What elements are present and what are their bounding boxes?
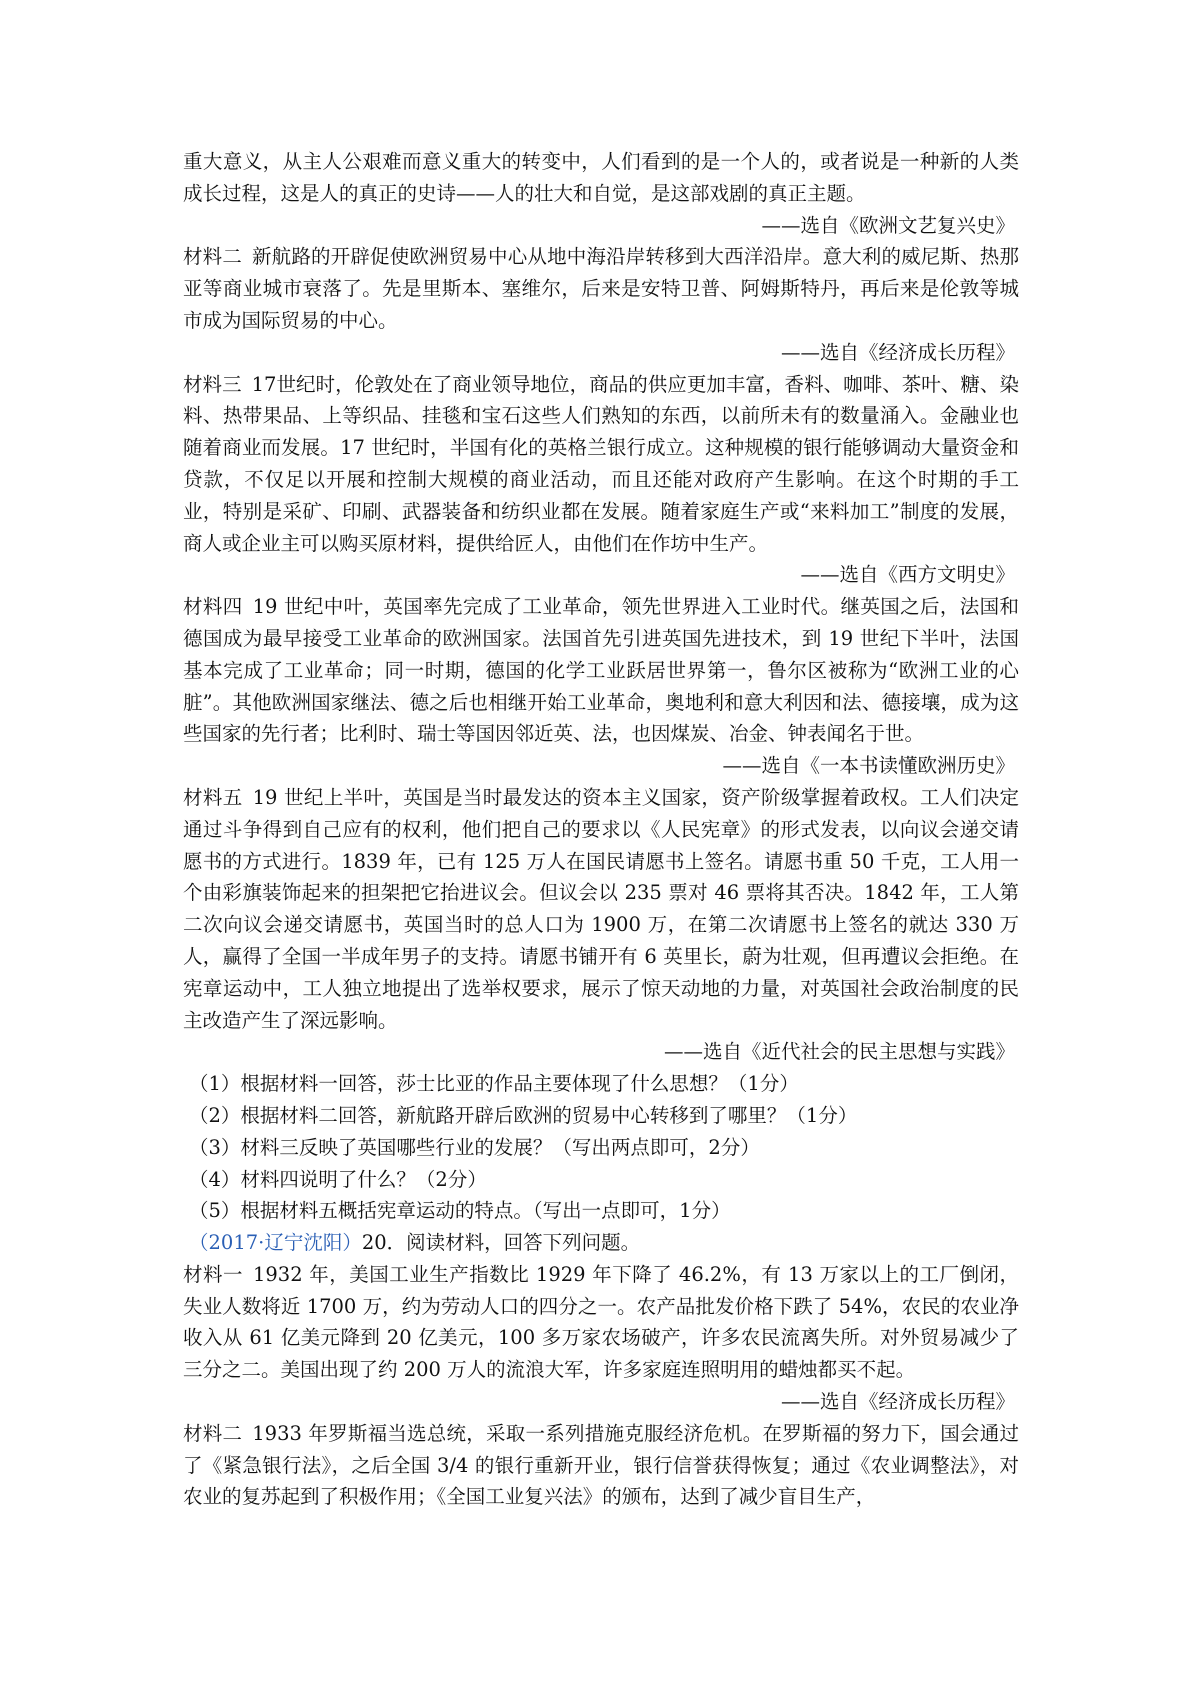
material-text: 19 世纪上半叶，英国是当时最发达的资本主义国家，资产阶级掌握着政权。工人们决定通过斗争得到自己应有的权利，他们把自己的要求以《人民宪章》的形式发表，以向议会递交请愿书的方式进行。1839 年，已有 125 万人在国民请愿书上签名。请愿书重 50 千克，工人用一个由彩旗装饰起来的担架把它抬进议会。但议会以 235 票对 46 票将其否决。1842 年，工人第二次向议会递交请愿书，英国当时的总人口为 1900 万，在第二次请愿书上签名的就达 330 万人，赢得了全国一半成年男子的支持。请愿书铺开有 6 英里长，蔚为壮观，但再遭议会拒绝。在宪章运动中，工人独立地提出了选举权要求，展示了惊天动地的力量，对英国社会政治制度的民主改造产生了深远影响。 (183, 785, 1019, 1032)
material-text: 17世纪时，伦敦处在了商业领导地位，商品的供应更加丰富，香料、咖啡、茶叶、糖、染料、热带果品、上等织品、挂毯和宝石这些人们熟知的东西，以前所未有的数量涌入。金融业也随着商业而发展。17 世纪时，半国有化的英格兰银行成立。这种规模的银行能够调动大量资金和贷款，不仅足以开展和控制大规模的商业活动，而且还能对政府产生影响。在这个时期的手工业，特别是采矿、印刷、武器装备和纺织业都在发展。随着家庭生产或“来料加工”制度的发展，商人或企业主可以购买原材料，提供给匠人，由他们在作坊中生产。 (183, 372, 1019, 555)
document-page (183, 146, 1019, 1513)
material-5 (183, 782, 1019, 1036)
material-label: 材料四 (183, 595, 243, 619)
question-5: （5）根据材料五概括宪章运动的特点。（写出一点即可，1分） (189, 1199, 731, 1223)
q20-material-2 (183, 1418, 1019, 1513)
question-4: （4）材料四说明了什么？（2分） (189, 1167, 487, 1191)
source-line: ——选自《经济成长历程》 (780, 340, 1015, 364)
material-label: 材料二 (183, 1421, 243, 1445)
source-line: ——选自《西方文明史》 (800, 563, 1015, 587)
source-line: ——选自《近代社会的民主思想与实践》 (663, 1040, 1015, 1064)
material-label: 材料二 (183, 245, 243, 269)
material-text: 1932 年，美国工业生产指数比 1929 年下降了 46.2%，有 13 万家以上的工厂倒闭，失业人数将近 1700 万，约为劳动人口的四分之一。农产品批发价格下跌了 54%，农民的农业净收入从 61 亿美元降到 20 亿美元，100 多万家农场破产，许多农民流离失所。对外贸易减少了三分之二。美国出现了约 200 万人的流浪大军，许多家庭连照明用的蜡烛都买不起。 (183, 1262, 1019, 1382)
question-2: （2）根据材料二回答，新航路开辟后欧洲的贸易中心转移到了哪里？（1分） (189, 1103, 858, 1127)
question-3: （3）材料三反映了英国哪些行业的发展？（写出两点即可，2分） (189, 1135, 760, 1159)
exam-source-tag: （2017·辽宁沈阳） (189, 1231, 362, 1255)
question-20-heading (183, 1227, 1019, 1259)
material-label: 材料三 (183, 372, 242, 396)
top-paragraph: 重大意义，从主人公艰难而意义重大的转变中，人们看到的是一个人的，或者说是一种新的人类成长过程，这是人的真正的史诗——人的壮大和自觉，是这部戏剧的真正主题。 (183, 150, 1019, 205)
question-20-title: 20．阅读材料，回答下列问题。 (361, 1231, 641, 1255)
source-line: ——选自《经济成长历程》 (780, 1390, 1015, 1414)
material-text: 新航路的开辟促使欧洲贸易中心从地中海沿岸转移到大西洋沿岸。意大利的威尼斯、热那亚等商业城市衰落了。先是里斯本、塞维尔，后来是安特卫普、阿姆斯特丹，再后来是伦敦等城市成为国际贸易的中心。 (183, 245, 1019, 332)
source-line: ——选自《欧洲文艺复兴史》 (761, 213, 1015, 237)
material-2 (183, 241, 1019, 336)
material-label: 材料五 (183, 785, 243, 809)
source-line: ——选自《一本书读懂欧洲历史》 (722, 754, 1015, 778)
material-3 (183, 369, 1019, 560)
material-label: 材料一 (183, 1262, 243, 1286)
material-4 (183, 591, 1019, 750)
question-1: （1）根据材料一回答，莎士比亚的作品主要体现了什么思想？（1分） (189, 1072, 799, 1096)
material-text: 19 世纪中叶，英国率先完成了工业革命，领先世界进入工业时代。继英国之后，法国和德国成为最早接受工业革命的欧洲国家。法国首先引进英国先进技术，到 19 世纪下半叶，法国基本完成了工业革命；同一时期，德国的化学工业跃居世界第一，鲁尔区被称为“欧洲工业的心脏”。其他欧洲国家继法、德之后也相继开始工业革命，奥地利和意大利因和法、德接壤，成为这些国家的先行者；比利时、瑞士等国因邻近英、法，也因煤炭、冶金、钟表闻名于世。 (183, 595, 1019, 746)
material-text: 1933 年罗斯福当选总统，采取一系列措施克服经济危机。在罗斯福的努力下，国会通过了《紧急银行法》，之后全国 3/4 的银行重新开业，银行信誉获得恢复；通过《农业调整法》，对农业的复苏起到了积极作用；《全国工业复兴法》的颁布，达到了减少盲目生产， (183, 1421, 1019, 1509)
q20-material-1 (183, 1259, 1019, 1386)
